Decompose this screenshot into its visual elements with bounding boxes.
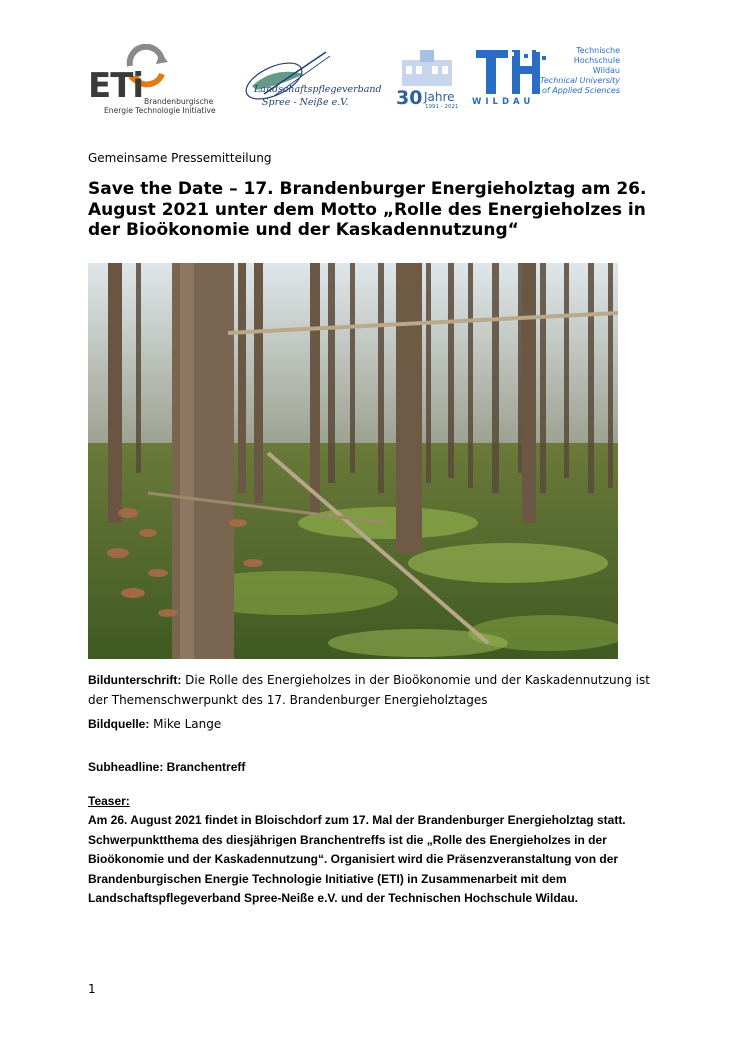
source-text: Mike Lange [149,717,222,731]
th-wildau-line-1: Technische [576,46,620,55]
caption-label: Bildunterschrift: [88,673,182,687]
caption-text: Die Rolle des Energieholzes in der Bioökonomie und der Kaskadennutzung ist der Themenschwerpunkt des 17. Brandenburger Energieholztages [88,673,650,707]
eti-logo-subline-1: Brandenburgische [144,97,214,106]
th-wildau-line-5: of Applied Sciences [541,86,620,95]
subheadline-text: Subheadline: Branchentreff [88,760,246,774]
lpv-logo-line-2: Spree - Neiße e.V. [262,97,349,108]
th-wildau-line-2: Hochschule [573,56,620,65]
th-wildau-text [536,46,620,96]
subheadline [88,760,245,774]
forest-photo [88,263,618,659]
eti-logo-subline-2: Energie Technologie Initiative [104,106,216,115]
anniversary-years: 1991 - 2021 [425,104,459,110]
anniversary-number: 30 [396,87,423,109]
headline: Save the Date – 17. Brandenburger Energieholztag am 26. August 2021 unter dem Motto „Rolle des Energieholzes in der Bioökonomie und der Kaskadennutzung“ [88,179,647,240]
lpv-logo-line-1: Landschaftspflegeverband [254,84,382,95]
th-wildau-line-3: Wildau [592,66,620,75]
th-wildau-word: WILDAU [472,97,535,107]
teaser-text: Am 26. August 2021 findet in Bloischdorf zum 17. Mal der Brandenburger Energieholztag statt. Schwerpunktthema des diesjährigen Branchentreffs ist die „Rolle des Energieholzes in der Bioökonomie und der Kaskadennutzung“. Organisiert wird die Präsenzveranstaltung von der Brandenburgischen Energie Technologie Initiative (ETI) in Zusammenarbeit mit dem Landschaftspflegeverband Spree-Neiße e.V. und der Technischen Hochschule Wildau. [88,813,626,906]
th-wildau-line-4: Technical University [539,76,620,85]
image-caption [88,670,658,710]
teaser-label: Teaser: [88,794,130,808]
page-number: 1 [88,982,96,996]
image-source [88,717,221,731]
anniversary-word: Jahre [424,90,455,104]
eti-logo-word: ETi [88,66,144,106]
press-release-label: Gemeinsame Pressemitteilung [88,151,272,165]
source-label: Bildquelle: [88,717,150,731]
